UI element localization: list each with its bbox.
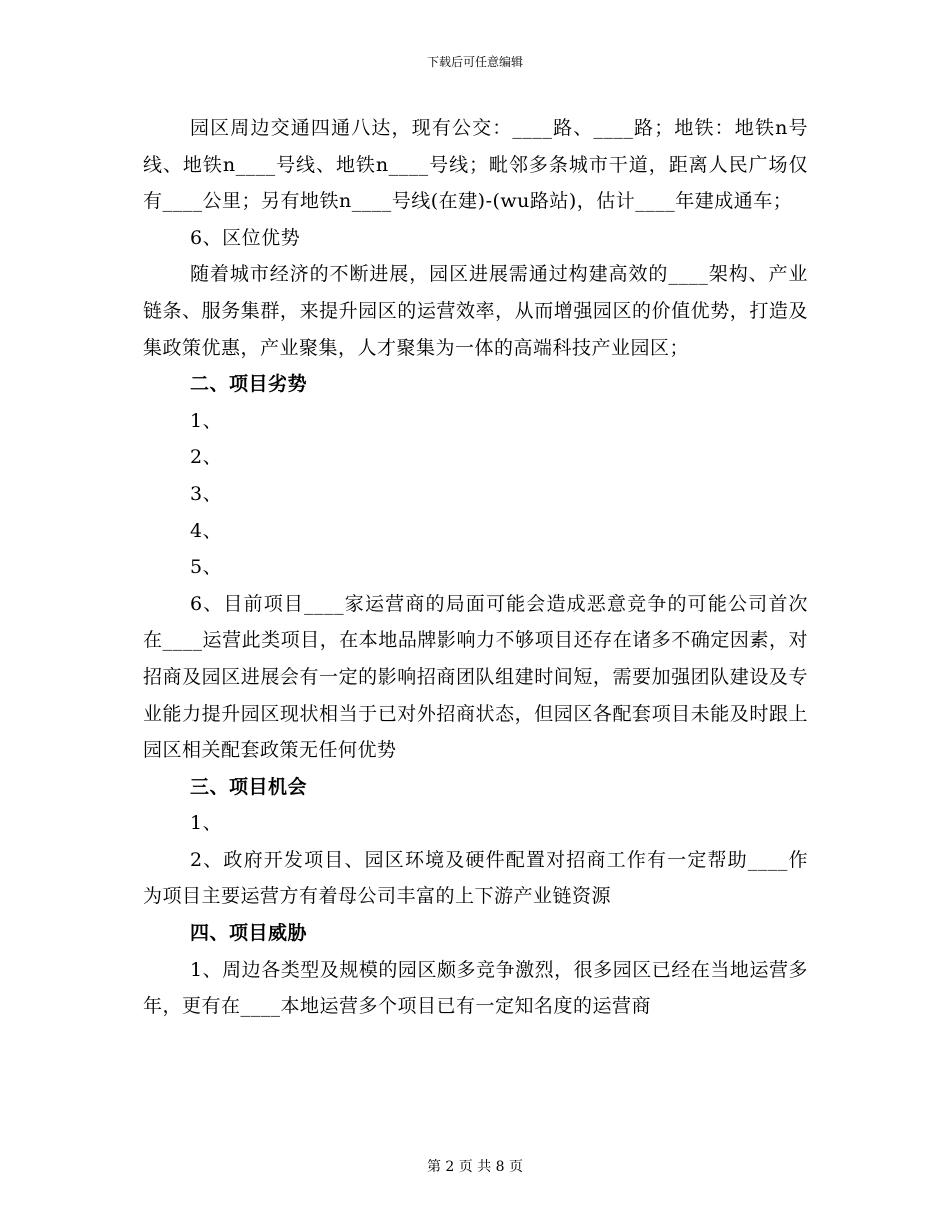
section-heading-threats: 四、项目威胁 [190, 922, 308, 945]
section-heading-opportunities: 三、项目机会 [190, 775, 308, 798]
list-item: 3、 [190, 482, 223, 505]
paragraph-threat-1: 1、周边各类型及规模的园区颇多竞争激烈，很多园区已经在当地运营多年，更有在____本地运营多个项目已有一定知名度的运营商 [143, 958, 808, 1018]
list-item: 2、 [190, 446, 223, 469]
section-heading-weaknesses: 二、项目劣势 [190, 373, 308, 396]
paragraph-location-advantage: 随着城市经济的不断进展，园区进展需通过构建高效的____架构、产业链条、服务集群，来提升园区的运营效率，从而增强园区的价值优势，打造及集政策优惠，产业聚集，人才聚集为一体的高端科技产业园区； [143, 263, 808, 359]
list-item: 5、 [190, 556, 223, 579]
page-footer: 第 2 页 共 8 页 [426, 1159, 524, 1175]
list-item-location-advantage: 6、区位优势 [190, 226, 301, 249]
list-item: 1、 [190, 812, 223, 835]
list-item: 4、 [190, 519, 223, 542]
page-header: 下载后可任意编辑 [426, 55, 523, 69]
paragraph-weakness-6: 6、目前项目____家运营商的局面可能会造成恶意竞争的可能公司首次在____运营此类项目，在本地品牌影响力不够项目还存在诸多不确定因素，对招商及园区进展会有一定的影响招商团队组建时间短，需要加强团队建设及专业能力提升园区现状相当于已对外招商状态，但园区各配套项目未能及时跟上园区相关配套政策无任何优势 [143, 592, 808, 762]
paragraph-transport: 园区周边交通四通八达，现有公交：____路、____路；地铁：地铁n号线、地铁n____号线、地铁n____号线；毗邻多条城市干道，距离人民广场仅有____公里；另有地铁n____号线(在建)-(wu路站)，估计____年建成通车； [143, 117, 808, 213]
list-item: 1、 [190, 409, 223, 432]
document-body [143, 110, 808, 1025]
paragraph-opportunity-2: 2、政府开发项目、园区环境及硬件配置对招商工作有一定帮助____作为项目主要运营方有着母公司丰富的上下游产业链资源 [143, 848, 808, 908]
